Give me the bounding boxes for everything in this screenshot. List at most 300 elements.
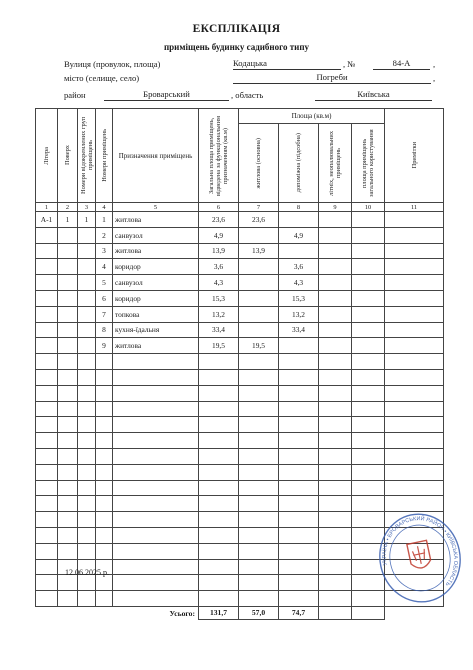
table-cell (385, 306, 444, 322)
region-label: , область (231, 90, 264, 100)
table-cell (352, 401, 385, 417)
table-cell (96, 512, 113, 528)
table-cell (58, 464, 78, 480)
table-cell (113, 512, 199, 528)
table-cell (78, 322, 96, 338)
street-value: Кодацька (233, 58, 341, 70)
table-cell (319, 417, 352, 433)
table-cell: 4,3 (199, 275, 239, 291)
table-cell (96, 433, 113, 449)
table-cell: 3,6 (279, 259, 319, 275)
table-cell (113, 480, 199, 496)
table-cell (319, 464, 352, 480)
table-cell (96, 496, 113, 512)
table-cell (58, 575, 78, 591)
table-cell: житлова (113, 243, 199, 259)
table-cell (78, 306, 96, 322)
header-common: площа приміщень загального користування (352, 124, 385, 203)
table-cell: 19,5 (199, 338, 239, 354)
table-cell (319, 591, 352, 607)
total-common (352, 606, 385, 619)
table-cell (58, 527, 78, 543)
table-cell (319, 290, 352, 306)
city-value: Погреби (233, 72, 431, 84)
table-cell (36, 448, 58, 464)
table-cell: 19,5 (239, 338, 279, 354)
table-cell (113, 575, 199, 591)
table-cell (319, 575, 352, 591)
header-poverh: Поверх (58, 109, 78, 203)
col-num: 4 (96, 203, 113, 212)
table-cell (239, 369, 279, 385)
table-cell (352, 480, 385, 496)
table-cell (352, 369, 385, 385)
table-cell (352, 212, 385, 228)
table-cell (58, 543, 78, 559)
number-label: , № (343, 59, 356, 69)
table-cell (319, 512, 352, 528)
table-cell (36, 543, 58, 559)
table-cell (279, 385, 319, 401)
table-cell (113, 369, 199, 385)
table-cell (199, 496, 239, 512)
table-cell (385, 227, 444, 243)
table-cell: 4,3 (279, 275, 319, 291)
header-notes: Примітки (385, 109, 444, 203)
table-cell (36, 338, 58, 354)
table-cell (279, 512, 319, 528)
col-num: 10 (352, 203, 385, 212)
table-cell (78, 543, 96, 559)
table-cell (78, 464, 96, 480)
table-cell (36, 369, 58, 385)
table-cell (78, 433, 96, 449)
table-cell: санвузол (113, 275, 199, 291)
table-cell (239, 433, 279, 449)
table-cell (36, 385, 58, 401)
table-row (36, 243, 444, 259)
table-cell (96, 591, 113, 607)
table-cell (58, 385, 78, 401)
table-cell (78, 480, 96, 496)
table-cell (385, 259, 444, 275)
table-cell (319, 227, 352, 243)
table-cell (239, 322, 279, 338)
document-date: 12.06.2025 р. (65, 568, 109, 577)
table-cell (78, 275, 96, 291)
table-cell: 3 (96, 243, 113, 259)
table-cell (78, 448, 96, 464)
comma-2: , (433, 73, 436, 83)
table-cell: 13,2 (279, 306, 319, 322)
table-cell (385, 290, 444, 306)
table-cell (279, 496, 319, 512)
region-value: Київська (315, 89, 432, 101)
table-cell (58, 227, 78, 243)
table-cell (319, 385, 352, 401)
table-row (36, 464, 444, 480)
total-notes (385, 606, 444, 619)
table-cell (36, 464, 58, 480)
col-num: 9 (319, 203, 352, 212)
table-cell (319, 354, 352, 370)
table-cell (239, 543, 279, 559)
table-cell: 1 (58, 212, 78, 228)
table-cell (279, 559, 319, 575)
street-label: Вулиця (провулок, площа) (64, 59, 161, 69)
table-cell: 13,9 (239, 243, 279, 259)
table-cell (113, 433, 199, 449)
table-cell (96, 464, 113, 480)
table-cell (239, 480, 279, 496)
header-summer: літніх, неопалювальних приміщень (319, 124, 352, 203)
table-cell (199, 543, 239, 559)
table-cell (199, 480, 239, 496)
table-cell (96, 480, 113, 496)
table-cell (58, 322, 78, 338)
table-cell (36, 227, 58, 243)
total-row (36, 606, 444, 619)
table-cell (279, 369, 319, 385)
table-cell (385, 212, 444, 228)
table-cell (319, 212, 352, 228)
table-cell (385, 275, 444, 291)
table-cell (319, 480, 352, 496)
table-row (36, 417, 444, 433)
table-cell (319, 275, 352, 291)
table-cell (239, 464, 279, 480)
table-cell (36, 591, 58, 607)
table-cell (279, 575, 319, 591)
table-cell: 13,9 (199, 243, 239, 259)
col-num: 3 (78, 203, 96, 212)
total-main: 57,0 (239, 606, 279, 619)
table-cell (239, 354, 279, 370)
table-cell (36, 417, 58, 433)
table-cell (239, 275, 279, 291)
table-row (36, 322, 444, 338)
table-row (36, 385, 444, 401)
table-cell (279, 417, 319, 433)
table-cell (96, 575, 113, 591)
table-cell (239, 290, 279, 306)
document-title: ЕКСПЛІКАЦІЯ (192, 23, 281, 35)
table-cell: 33,4 (279, 322, 319, 338)
table-cell (113, 417, 199, 433)
table-cell (36, 354, 58, 370)
table-cell (78, 417, 96, 433)
table-cell (352, 338, 385, 354)
col-num: 7 (239, 203, 279, 212)
table-cell (58, 338, 78, 354)
table-cell (385, 243, 444, 259)
table-cell (319, 259, 352, 275)
table-cell (352, 464, 385, 480)
total-label: Усього: (36, 606, 199, 619)
table-cell (96, 369, 113, 385)
table-cell (96, 354, 113, 370)
table-cell (199, 512, 239, 528)
table-cell (113, 464, 199, 480)
table-cell (58, 480, 78, 496)
total-summer (319, 606, 352, 619)
table-cell (319, 433, 352, 449)
table-cell (385, 448, 444, 464)
header-aux: допоміжна (підсобна) (279, 124, 319, 203)
table-cell: А-1 (36, 212, 58, 228)
table-cell: житлова (113, 212, 199, 228)
header-main: житлова (основна) (239, 124, 279, 203)
table-cell (36, 306, 58, 322)
table-cell (385, 433, 444, 449)
district-value: Броварський (104, 89, 229, 101)
table-cell (279, 464, 319, 480)
table-cell: 8 (96, 322, 113, 338)
table-cell (58, 369, 78, 385)
table-cell (239, 417, 279, 433)
table-cell (96, 543, 113, 559)
table-cell (113, 401, 199, 417)
table-cell (352, 448, 385, 464)
table-cell (199, 591, 239, 607)
table-cell (319, 496, 352, 512)
table-cell (239, 385, 279, 401)
table-cell (36, 433, 58, 449)
table-cell: 6 (96, 290, 113, 306)
table-cell: 9 (96, 338, 113, 354)
table-cell: 4,9 (279, 227, 319, 243)
comma-1: , (433, 59, 436, 69)
table-cell (58, 417, 78, 433)
table-cell (113, 496, 199, 512)
table-cell (113, 591, 199, 607)
table-cell: 15,3 (279, 290, 319, 306)
total-area: 131,7 (199, 606, 239, 619)
table-cell (96, 527, 113, 543)
table-cell (199, 385, 239, 401)
table-cell (239, 306, 279, 322)
table-cell: коридор (113, 259, 199, 275)
table-cell (78, 259, 96, 275)
table-cell (385, 464, 444, 480)
table-cell (319, 306, 352, 322)
table-cell (279, 591, 319, 607)
table-cell (239, 591, 279, 607)
table-cell: 7 (96, 306, 113, 322)
table-cell (96, 448, 113, 464)
table-row (36, 448, 444, 464)
table-cell (385, 322, 444, 338)
table-cell: коридор (113, 290, 199, 306)
table-cell (58, 591, 78, 607)
document-subtitle: приміщень будинку садибного типу (163, 42, 310, 52)
table-cell (78, 401, 96, 417)
number-value: 84-А (373, 58, 430, 70)
table-cell (319, 369, 352, 385)
table-cell (113, 385, 199, 401)
table-cell (199, 527, 239, 543)
table-cell (58, 290, 78, 306)
table-row (36, 480, 444, 496)
table-cell (58, 306, 78, 322)
table-cell (199, 354, 239, 370)
table-row (36, 259, 444, 275)
table-cell (58, 401, 78, 417)
table-cell (78, 591, 96, 607)
table-cell (58, 243, 78, 259)
table-cell (36, 401, 58, 417)
table-cell (199, 559, 239, 575)
table-cell (385, 369, 444, 385)
table-cell (319, 448, 352, 464)
table-cell (78, 290, 96, 306)
table-cell: топкова (113, 306, 199, 322)
table-cell (58, 354, 78, 370)
table-cell (239, 527, 279, 543)
table-cell (319, 559, 352, 575)
table-cell (36, 275, 58, 291)
table-cell: 23,6 (199, 212, 239, 228)
table-cell (96, 385, 113, 401)
table-cell (385, 417, 444, 433)
table-cell (352, 354, 385, 370)
table-cell (96, 417, 113, 433)
header-area-group: Площа (кв.м) (239, 109, 385, 124)
table-cell (385, 354, 444, 370)
table-cell (239, 259, 279, 275)
table-cell (352, 243, 385, 259)
table-cell (352, 322, 385, 338)
table-cell: 15,3 (199, 290, 239, 306)
table-cell (199, 464, 239, 480)
table-cell (78, 243, 96, 259)
table-cell (352, 275, 385, 291)
table-row (36, 227, 444, 243)
col-num: 2 (58, 203, 78, 212)
table-cell (279, 433, 319, 449)
table-cell (113, 527, 199, 543)
table-cell (36, 259, 58, 275)
table-cell: 2 (96, 227, 113, 243)
table-row (36, 354, 444, 370)
table-cell (199, 448, 239, 464)
table-cell (96, 401, 113, 417)
table-cell (279, 212, 319, 228)
table-cell (352, 385, 385, 401)
total-aux: 74,7 (279, 606, 319, 619)
table-cell (352, 433, 385, 449)
table-cell (319, 543, 352, 559)
table-cell (199, 575, 239, 591)
official-stamp (376, 510, 464, 606)
table-row (36, 433, 444, 449)
table-cell (385, 401, 444, 417)
table-cell (78, 512, 96, 528)
table-cell (279, 480, 319, 496)
header-group-num: Номери відокремлених груп приміщень (78, 109, 96, 203)
table-cell (385, 338, 444, 354)
table-row (36, 275, 444, 291)
table-cell (239, 559, 279, 575)
table-cell (352, 417, 385, 433)
table-cell (58, 448, 78, 464)
col-num: 8 (279, 203, 319, 212)
table-cell (279, 527, 319, 543)
table-cell (36, 575, 58, 591)
table-cell (279, 401, 319, 417)
col-num: 11 (385, 203, 444, 212)
table-cell: 3,6 (199, 259, 239, 275)
stamp-text: УКРАЇНА • БРОВАРСЬКИЙ РАЙОН • КИЇВСЬКА ОБЛАСТЬ (381, 516, 459, 587)
table-cell (239, 227, 279, 243)
table-cell: 1 (96, 212, 113, 228)
header-room-num: Номери приміщень (96, 109, 113, 203)
table-cell: 1 (78, 212, 96, 228)
table-cell (352, 227, 385, 243)
table-cell (199, 369, 239, 385)
table-cell: кухня-їдальня (113, 322, 199, 338)
table-cell (319, 527, 352, 543)
table-cell (319, 243, 352, 259)
table-row (36, 401, 444, 417)
table-cell (36, 322, 58, 338)
table-cell (239, 401, 279, 417)
table-cell (78, 369, 96, 385)
table-cell (319, 338, 352, 354)
table-cell (36, 243, 58, 259)
column-numbers-row (36, 203, 444, 212)
table-cell (78, 338, 96, 354)
table-cell (113, 559, 199, 575)
table-cell (199, 401, 239, 417)
table-cell (239, 448, 279, 464)
table-row (36, 212, 444, 228)
table-cell (199, 417, 239, 433)
table-cell: 13,2 (199, 306, 239, 322)
table-cell (352, 290, 385, 306)
table-row (36, 290, 444, 306)
col-num: 5 (113, 203, 199, 212)
table-cell (36, 290, 58, 306)
table-cell (36, 480, 58, 496)
table-cell (319, 322, 352, 338)
table-cell (58, 512, 78, 528)
table-cell (279, 243, 319, 259)
table-cell: 4,9 (199, 227, 239, 243)
table-cell (78, 496, 96, 512)
header-litera: Літера (36, 109, 58, 203)
header-total-area: Загальна площа приміщень, відведена за функціональним призначенням (кв.м) (199, 109, 239, 203)
table-cell (319, 401, 352, 417)
col-num: 1 (36, 203, 58, 212)
table-cell (113, 354, 199, 370)
table-cell: 33,4 (199, 322, 239, 338)
table-cell (385, 385, 444, 401)
table-cell (36, 512, 58, 528)
table-cell (113, 543, 199, 559)
table-cell (78, 354, 96, 370)
district-label: район (64, 90, 86, 100)
table-cell (385, 480, 444, 496)
table-cell (78, 575, 96, 591)
table-cell (113, 448, 199, 464)
table-row (36, 338, 444, 354)
table-cell (279, 354, 319, 370)
table-cell (78, 227, 96, 243)
table-cell: 5 (96, 275, 113, 291)
table-cell: житлова (113, 338, 199, 354)
table-row (36, 369, 444, 385)
